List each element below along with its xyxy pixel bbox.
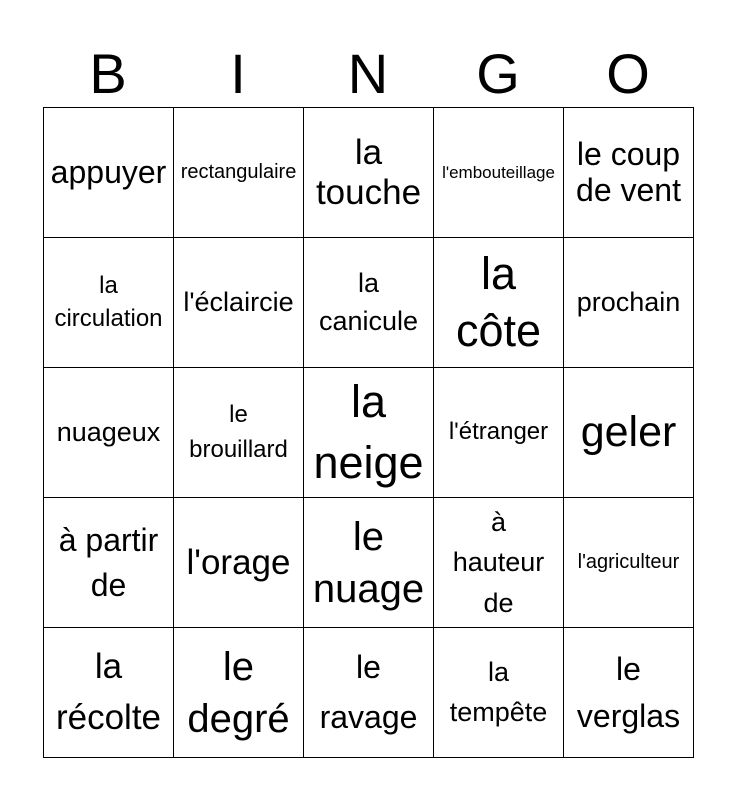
bingo-cell[interactable] — [564, 108, 694, 238]
bingo-cell[interactable] — [174, 238, 304, 368]
bingo-cell[interactable] — [304, 108, 434, 238]
cell-label: le nuage — [312, 514, 425, 611]
bingo-cell[interactable] — [304, 498, 434, 628]
cell-label: la côte — [455, 248, 542, 356]
header-letter-i: I — [230, 42, 246, 105]
bingo-cell[interactable] — [174, 498, 304, 628]
bingo-header — [43, 40, 693, 108]
cell-label: le ravage — [319, 648, 418, 735]
cell-label: la circulation — [54, 272, 163, 332]
cell-label: le verglas — [576, 651, 681, 734]
cell-label: l'orage — [186, 542, 291, 582]
bingo-cell[interactable] — [564, 238, 694, 368]
cell-label: appuyer — [50, 153, 167, 190]
bingo-cell[interactable] — [434, 628, 564, 758]
bingo-cell[interactable] — [564, 498, 694, 628]
bingo-cell[interactable] — [44, 368, 174, 498]
cell-label: le degré — [187, 644, 290, 741]
header-letter-n: N — [347, 42, 389, 105]
cell-label: la récolte — [55, 646, 162, 737]
bingo-cell[interactable] — [304, 238, 434, 368]
bingo-cell[interactable] — [304, 368, 434, 498]
cell-label: le brouillard — [189, 400, 288, 463]
bingo-cell[interactable] — [434, 498, 564, 628]
bingo-cell[interactable] — [304, 628, 434, 758]
bingo-cell[interactable] — [174, 628, 304, 758]
bingo-cell[interactable] — [44, 628, 174, 758]
bingo-cell[interactable] — [174, 108, 304, 238]
bingo-cell[interactable] — [44, 238, 174, 368]
header-letter-b: B — [89, 42, 127, 105]
cell-label: l'étranger — [448, 418, 549, 446]
bingo-cell[interactable] — [564, 368, 694, 498]
cell-label: l'agriculteur — [577, 551, 680, 574]
cell-label: l'embouteillage — [442, 162, 555, 182]
cell-label: prochain — [576, 287, 681, 318]
cell-label: geler — [580, 408, 677, 457]
header-letter-g: G — [476, 42, 520, 105]
cell-label: rectangulaire — [180, 161, 297, 184]
bingo-cell[interactable] — [564, 628, 694, 758]
bingo-cell[interactable] — [174, 368, 304, 498]
cell-label: nuageux — [56, 417, 161, 448]
bingo-cell[interactable] — [434, 368, 564, 498]
cell-label: l'éclaircie — [183, 287, 294, 318]
cell-label: la canicule — [318, 267, 419, 336]
bingo-cell[interactable] — [434, 108, 564, 238]
bingo-grid — [43, 107, 694, 758]
cell-label: la tempête — [449, 657, 548, 727]
cell-label: le coup de vent — [576, 135, 681, 208]
bingo-cell[interactable] — [44, 498, 174, 628]
cell-label: la touche — [315, 133, 422, 212]
header-letter-o: O — [606, 42, 650, 105]
bingo-cell[interactable] — [44, 108, 174, 238]
cell-label: à partir de — [58, 521, 159, 603]
cell-label: la neige — [313, 375, 424, 488]
bingo-cell[interactable] — [434, 238, 564, 368]
cell-label: à hauteur de — [452, 506, 545, 618]
